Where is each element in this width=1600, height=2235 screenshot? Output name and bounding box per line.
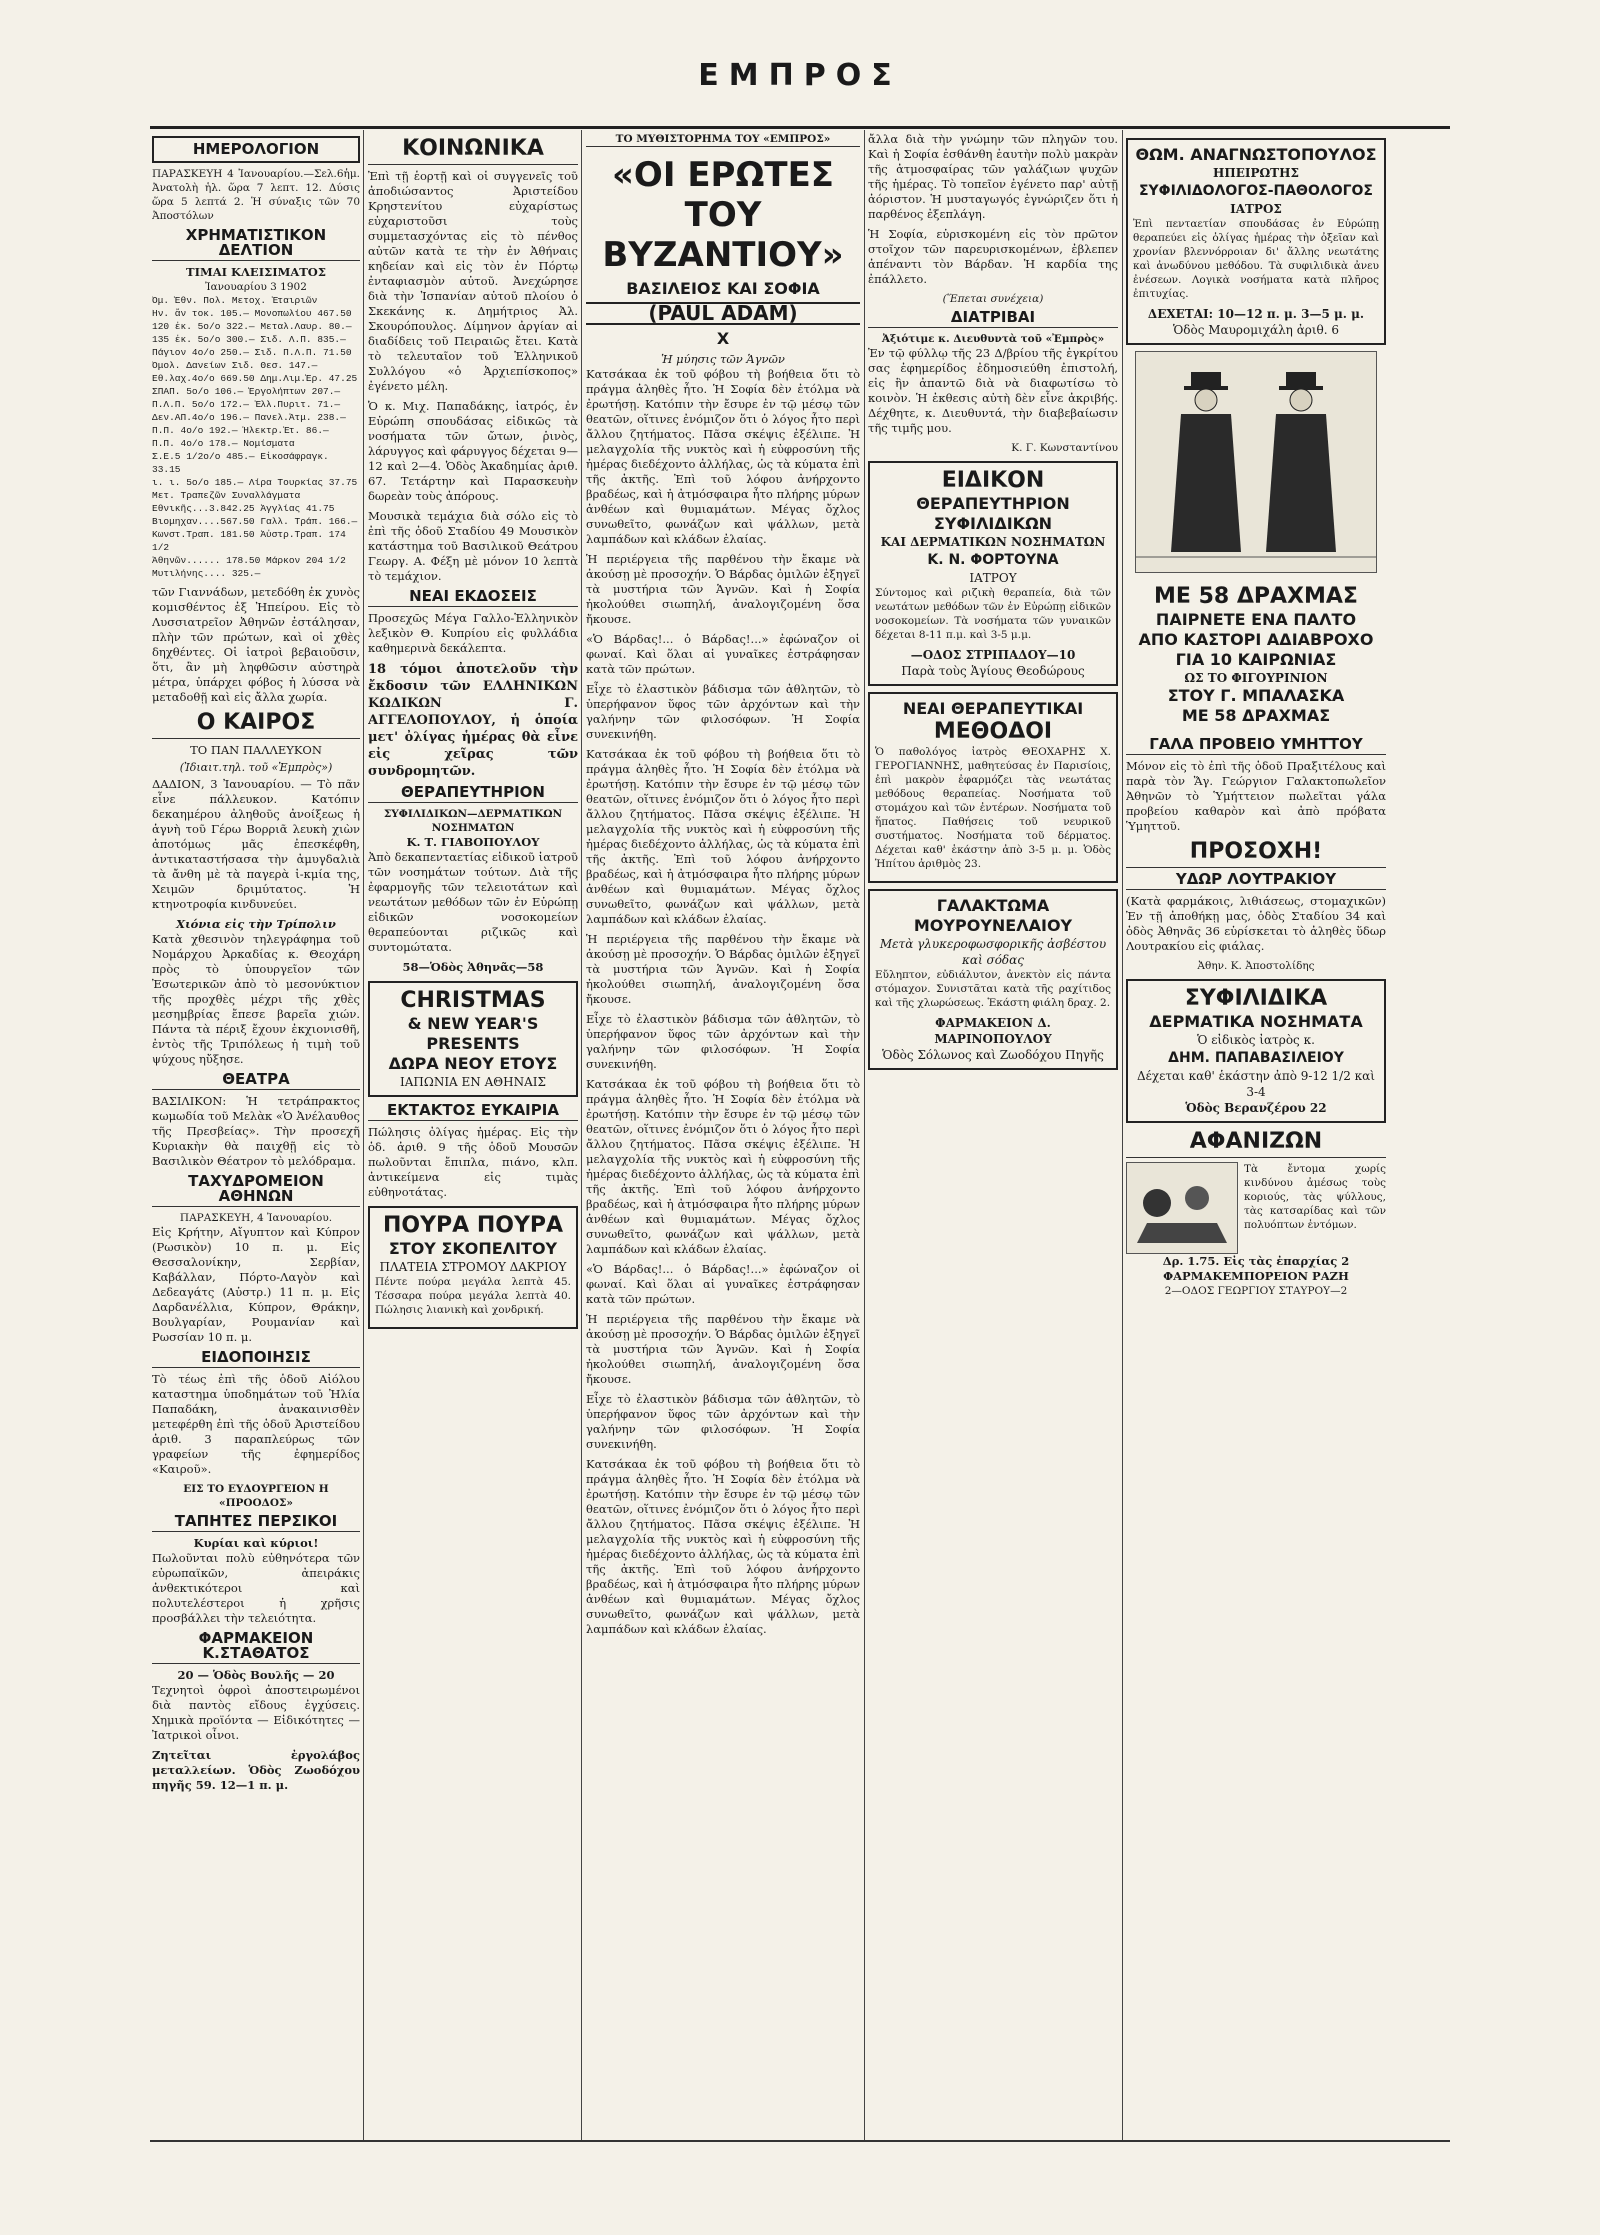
serial-continued-note: (Ἕπεται συνέχεια) (942, 293, 1044, 305)
doctor-origin: ΗΠΕΙΡΩΤΗΣ (1213, 166, 1299, 180)
snow-title: Χιόνια εἰς τὴν Τρίπολιν (176, 917, 336, 931)
syph-doctor: Ὁ εἰδικὸς ἰατρὸς κ. (1197, 1033, 1315, 1047)
theatre-title: ΘΕΑΤΡΑ (152, 1072, 360, 1090)
carpets-title: ΤΑΠΗΤΕΣ ΠΕΡΣΙΚΟΙ (152, 1514, 360, 1532)
table-row: Ὁμολ. Δανείων Σιδ. Θεσ. 147.— (152, 360, 318, 371)
poura-ad (368, 1206, 578, 1329)
coat-line-1: ΠΑΙΡΝΕΤΕ ΕΝΑ ΠΑΛΤΟ (1155, 610, 1357, 629)
syph-ad (1126, 979, 1386, 1123)
serial-continuation: ἄλλα διὰ τὴν γνώμην τῶν πληγῶν του. Καὶ ἡ Σοφία ἐσθάνθη ἑαυτὴν πολὺ μακρὰν τῆς ἀτμοσφαίρας τῶν γαλάζιων ψυχῶν τῆς ἡμέρας. Τὸ τοπεῖον ἐγένετο παρ' αὐτῇ ἀόριστον. Ἡ μυσταγωγός ἐγνώριζεν ὅτι ἡ παρθένος ἐξεπλάγη. (868, 132, 1118, 221)
pharmacy-text: Τεχνητοὶ ὀφροὶ ἀποστειρωμένοι διὰ παντὸς εἴδους ἐγχύσεις. Χημικὰ προϊόντα — Εἰδικότητες — Ἰατρικοὶ οἶνοι. (152, 1683, 360, 1742)
notice-title: ΕΙΔΟΠΟΙΗΣΙΣ (152, 1350, 360, 1368)
serial-author: (PAUL ADAM) (586, 302, 860, 325)
new-methods-ad (868, 692, 1118, 883)
special-text: Σύντομος καὶ ριζικὴ θεραπεία, διὰ τῶν νεωτάτων μεθόδων τῶν ἐν Εὐρώπῃ εἰδικῶν νοσοκομείων. Τὰ νοσήματα τῶν γυναικῶν δέχεται 8-11 π.μ. καὶ 3-5 μ.μ. (875, 587, 1111, 641)
table-row: 135 ἐκ. 5ο/ο 300.— Σιδ. Λ.Π. 835.— (152, 334, 346, 345)
doctor-ad (1126, 138, 1386, 345)
afaniz-price: Δρ. 1.75. Εἰς τὰς ἐπαρχίας 2 (1162, 1254, 1350, 1268)
syph-subtitle: ΔΕΡΜΑΤΙΚΑ ΝΟΣΗΜΑΤΑ (1149, 1012, 1363, 1031)
serial-text: Κατσάκαα ἐκ τοῦ φόβου τὴ βοήθεια ὅτι τὸ πράγμα ἀληθὲς ἦτο. Ἡ Σοφία δὲν ἐτόλμα νὰ ἐρωτήσῃ. Κατόπιν τὴν ἔσυρε ἐν τῷ μέσῳ τῶν θεατῶν, οἵτινες ἐνόμιζον ὅτι ὁ λόγος ἦτο περὶ ἄλλου ζητήματος. Πᾶσα σκέψις ἐξέλιπε. Ἡ μελαγχολία τῆς νυκτὸς καὶ ἡ εὐφροσύνη τῆς ἡμέρας διεδέχοντο ἀλλήλας, ὡς τὰ κύματα ἐπὶ τῆς ἀκτῆς. Ἐπὶ τοῦ λόφου ἀνήρχοντο βραδέως, καὶ ἡ ἀτμόσφαιρα ἦτο πλήρης μύρων ἀνθέων καὶ θυμιαμάτων. Μέγας ὄχλος συνωθεῖτο, φωνάζων καὶ ψάλλων, μετὰ λαμπάδων καὶ κλάδων ἐλαίας. (586, 1457, 860, 1636)
weather-subtitle: ΤΟ ΠΑΝ ΠΑΛΛΕΥΚΟΝ (190, 743, 322, 757)
poura-text: Πέντε πούρα μεγάλα λεπτὰ 45. Τέσσαρα πούρα μεγάλα λεπτὰ 40. Πώλησις λιανικὴ καὶ χονδρική. (375, 1276, 571, 1316)
attention-title: ΠΡΟΣΟΧΗ! (1126, 839, 1386, 868)
doctor-role: ΙΑΤΡΟΣ (1230, 202, 1282, 216)
table-row: ι. ι. 5ο/ο 185.— Λίρα Τουρκίας 37.75 (152, 477, 358, 488)
serial-text: Κατσάκαα ἐκ τοῦ φόβου τὴ βοήθεια ὅτι τὸ πράγμα ἀληθὲς ἦτο. Ἡ Σοφία δὲν ἐτόλμα νὰ ἐρωτήσῃ. Κατόπιν τὴν ἔσυρε ἐν τῷ μέσῳ τῶν θεατῶν, οἵτινες ἐνόμιζον ὅτι ὁ λόγος ἦτο περὶ ἄλλου ζητήματος. Πᾶσα σκέψις ἐξέλιπε. Ἡ μελαγχολία τῆς νυκτὸς καὶ ἡ εὐφροσύνη τῆς ἡμέρας διεδέχοντο ἀλλήλας, ὡς τὰ κύματα ἐπὶ τῆς ἀκτῆς. Ἐπὶ τοῦ λόφου ἀνήρχοντο βραδέως, καὶ ἡ ἀτμόσφαιρα ἦτο πλήρης μύρων ἀνθέων καὶ θυμιαμάτων. Μέγας ὄχλος συνωθεῖτο, φωνάζων καὶ ψάλλων, μετὰ λαμπάδων καὶ κλάδων ἐλαίας. (586, 367, 860, 546)
table-row: Ἀθηνῶν...... 178.50 Μάρκον 204 1/2 (152, 555, 346, 566)
society-text: Μουσικὰ τεμάχια διὰ σόλο εἰς τὸ ἐπὶ τῆς ὁδοῦ Σταδίου 49 Μουσικὸν κατάστημα τοῦ Βασιλικοῦ Θεάτρου Γεωργ. Α. Φέξη μὲ μόνον 10 λεπτὰ τὸ τεμάχιον. (368, 509, 578, 583)
table-row: Ὁμ. Ἐθν. Πολ. Μετοχ. Ἑταιριῶν (152, 295, 318, 306)
table-row: Π.Π. 4ο/ο 192.— Ἠλεκτρ.Ἑτ. 86.— (152, 425, 329, 436)
coat-illustration (1135, 351, 1377, 573)
xmas-greek: ΔΩΡΑ ΝΕΟΥ ΕΤΟΥΣ (388, 1054, 558, 1073)
carpets-text: Πωλοῦνται πολὺ εὐθηνότερα τῶν εὐρωπαϊκῶν, ἀπειράκις ἀνθεκτικότεροι καὶ πολυτελέστεροι ἡ χρῆσις προσβάλλει τὴν τελειότητα. (152, 1551, 360, 1625)
proodos-line: ΕΙΣ ΤΟ ΕΥΔΟΥΡΓΕΙΟΝ Η «ΠΡΟΟΔΟΣ» (183, 1483, 329, 1509)
finance-title: ΧΡΗΜΑΤΙΣΤΙΚΟΝ ΔΕΛΤΙΟΝ (152, 228, 360, 261)
milk2-title: ΓΑΛΑ ΠΡΟΒΕΙΟ ΥΜΗΤΤΟΥ (1126, 737, 1386, 755)
calendar-text: ΠΑΡΑΣΚΕΥΗ 4 Ἰανουαρίου.—Σελ.6ἡμ. Ἀνατολὴ ἡλ. ὥρα 7 λεπτ. 12. Δύσις ὥρα 5 λεπτά 2. Ἡ σύναξις τῶν 70 Ἀποστόλων (152, 168, 360, 222)
milk2-text: Μόνον εἰς τὸ ἐπὶ τῆς ὁδοῦ Πραξιτέλους καὶ παρὰ τὸν Ἅγ. Γεώργιον Γαλακτοπωλεῖον Ἀθηνῶν τὸ Ὑμήττειον πωλεῖται γάλα προβείου καθαρὸν καὶ ἀπὸ πρόβατα Ὑμηττοῦ. (1126, 759, 1386, 833)
society-title: ΚΟΙΝΩΝΙΚΑ (368, 136, 578, 165)
serial-label: ΤΟ ΜΥΘΙΣΤΟΡΗΜΑ ΤΟΥ «ΕΜΠΡΟΣ» (586, 132, 860, 147)
men-in-coats-icon (1136, 352, 1376, 572)
milk-pharmacy: ΦΑΡΜΑΚΕΙΟΝ Δ. ΜΑΡΙΝΟΠΟΥΛΟΥ (934, 1016, 1052, 1046)
table-row: Μετ. Τραπεζῶν Συναλλάγματα (152, 490, 301, 501)
column-divider (1122, 130, 1123, 2140)
serial-chapter-title: Ἡ μύησις τῶν Ἁγνῶν (661, 352, 785, 366)
afaniz-address: 2—ΟΔΟΣ ΓΕΩΡΓΙΟΥ ΣΤΑΥΡΟΥ—2 (1164, 1285, 1348, 1297)
coat-title: ΜΕ 58 ΔΡΑΧΜΑΣ (1154, 584, 1358, 609)
serial-text: Κατσάκαα ἐκ τοῦ φόβου τὴ βοήθεια ὅτι τὸ πράγμα ἀληθὲς ἦτο. Ἡ Σοφία δὲν ἐτόλμα νὰ ἐρωτήσῃ. Κατόπιν τὴν ἔσυρε ἐν τῷ μέσῳ τῶν θεατῶν, οἵτινες ἐνόμιζον ὅτι ὁ λόγος ἦτο περὶ ἄλλου ζητήματος. Πᾶσα σκέψις ἐξέλιπε. Ἡ μελαγχολία τῆς νυκτὸς καὶ ἡ εὐφροσύνη τῆς ἡμέρας διεδέχοντο ἀλλήλας, ὡς τὰ κύματα ἐπὶ τῆς ἀκτῆς. Ἐπὶ τοῦ λόφου ἀνήρχοντο βραδέως, καὶ ἡ ἀτμόσφαιρα ἦτο πλήρης μύρων ἀνθέων καὶ θυμιαμάτων. Μέγας ὄχλος συνωθεῖτο, φωνάζων καὶ ψάλλων, μετὰ λαμπάδων καὶ κλάδων ἐλαίας. (586, 747, 860, 926)
serial-text: Ἡ περιέργεια τῆς παρθένου τὴν ἔκαμε νὰ ἀκούσῃ μὲ προσοχήν. Ὁ Βάρδας ὁμιλῶν ἐξηγεῖ τὰ μυστήρια τῶν Ἁγνῶν. Καὶ ἡ Σοφία ἠκολούθει σιωπηλή, ἀναλογιζομένη ὅσα ἤκουσε. (586, 552, 860, 626)
prices-title: ΤΙΜΑΙ ΚΛΕΙΣΙΜΑΤΟΣ (186, 265, 326, 279)
editions-bold: 18 τόμοι ἀποτελοῦν τὴν ἔκδοσιν τῶν ΕΛΛΗΝΙΚΩΝ ΚΩΔΙΚΩΝ Γ. ΑΓΓΕΛΟΠΟΥΛΟΥ, ἡ ὁποία μετ' ὀλίγας ἡμέρας θὰ εἶνε εἰς χεῖρας τῶν συνδρομητῶν. (368, 662, 578, 779)
serial-text: Κατσάκαα ἐκ τοῦ φόβου τὴ βοήθεια ὅτι τὸ πράγμα ἀληθὲς ἦτο. Ἡ Σοφία δὲν ἐτόλμα νὰ ἐρωτήσῃ. Κατόπιν τὴν ἔσυρε ἐν τῷ μέσῳ τῶν θεατῶν, οἵτινες ἐνόμιζον ὅτι ὁ λόγος ἦτο περὶ ἄλλου ζητήματος. Πᾶσα σκέψις ἐξέλιπε. Ἡ μελαγχολία τῆς νυκτὸς καὶ ἡ εὐφροσύνη τῆς ἡμέρας διεδέχοντο ἀλλήλας, ὡς τὰ κύματα ἐπὶ τῆς ἀκτῆς. Ἐπὶ τοῦ λόφου ἀνήρχοντο βραδέως, καὶ ἡ ἀτμόσφαιρα ἦτο πλήρης μύρων ἀνθέων καὶ θυμιαμάτων. Μέγας ὄχλος συνωθεῖτο, φωνάζων καὶ ψάλλων, μετὰ λαμπάδων καὶ κλάδων ἐλαίας. (586, 1077, 860, 1256)
milk-address: Ὁδὸς Σόλωνος καὶ Ζωοδόχου Πηγῆς (882, 1048, 1104, 1062)
table-row: Π.Π. 4ο/ο 178.— Νομίσματα (152, 438, 295, 449)
clinic-text: Ἀπὸ δεκαπενταετίας εἰδικοῦ ἰατροῦ τῶν νοσημάτων τούτων. Διὰ τῆς ἐφαρμογῆς τῶν τελειοτάτων καὶ νεωτάτων μεθόδων τῶν ἐν Εὐρώπῃ εἰδικῶν νοσοκομείων θεραπεύονται ριζικῶς καὶ συντομώτατα. (368, 850, 578, 954)
serial-text: Ἡ περιέργεια τῆς παρθένου τὴν ἔκαμε νὰ ἀκούσῃ μὲ προσοχήν. Ὁ Βάρδας ὁμιλῶν ἐξηγεῖ τὰ μυστήρια τῶν Ἁγνῶν. Καὶ ἡ Σοφία ἠκολούθει σιωπηλή, ἀναλογιζομένη ὅσα ἤκουσε. (586, 1312, 860, 1386)
coat-line-6: ΜΕ 58 ΔΡΑΧΜΑΣ (1181, 706, 1331, 725)
water-text: (Κατὰ φαρμάκοις, λιθιάσεως, στομαχικῶν) Ἐν τῇ ἀποθήκῃ μας, ὁδὸς Σταδίου 34 καὶ ὁδὸς Ἀθηνᾶς 36 εὑρίσκεται τὸ ἀληθὲς ὕδωρ Λουτρακίου εἰς φιάλας. (1126, 894, 1386, 953)
editions-text: Προσεχῶς Μέγα Γαλλο-Ἑλληνικὸν λεξικὸν Θ. Κυπρίου εἰς φυλλάδια καθημερινὰ δεκάλεπτα. (368, 611, 578, 655)
afaniz-text: Τὰ ἔντομα χωρίς κινδύνου ἀμέσως τοὺς κοριούς, τὰς ψύλλους, τὰς κατσαρίδας καὶ τῶν πολυόπτων ἐντόμων. (1244, 1163, 1386, 1231)
coat-line-5: ΣΤΟΥ Γ. ΜΠΑΛΑΣΚΑ (1167, 686, 1345, 705)
weather-credit: (Ἰδιαιτ.τηλ. τοῦ «Ἐμπρὸς») (179, 761, 333, 774)
serial-title-line1: «ΟΙ ΕΡΩΤΕΣ (611, 155, 835, 195)
doctor-hours: ΔΕΧΕΤΑΙ: 10—12 π. μ. 3—5 μ. μ. (1147, 307, 1365, 321)
serial-title-line2: ΤΟΥ ΒΥΖΑΝΤΙΟΥ» (602, 195, 844, 275)
water-title: ΥΔΩΡ ΛΟΥΤΡΑΚΙΟΥ (1126, 872, 1386, 890)
serial-chapter: Χ (716, 329, 730, 348)
column-6-edge (1394, 132, 1450, 2137)
clinic-address: 58—Ὁδὸς Ἀθηνᾶς—58 (402, 960, 544, 974)
table-row: Κωνστ.Τραπ. 181.50 Ἀὐστρ.Τραπ. 174 1/2 (152, 529, 346, 553)
table-row: Δεν.ΑΠ.4ο/ο 196.— Πανελ.Ἀτμ. 238.— (152, 412, 346, 423)
table-row: Π.Λ.Π. 5ο/ο 172.— Ἑλλ.Πυριτ. 71.— (152, 399, 341, 410)
article-text: τῶν Γιαννάδων, μετεδόθη ἐκ χυνὸς κομισθέντος ἐξ Ἠπείρου. Εἰς τὸ Λυσσιατρεῖον Ἀθηνῶν ἐστάλησαν, πλὴν τῶν πρώτων, καὶ οἱ χθὲς δηχθέντες. Οἱ ἰατροὶ βεβαιοῦσιν, ὅτι, ἂν μὴ ληφθῶσιν αὐστηρὰ μέτρα, ὑπάρχει φόβος ἡ λύσσα νὰ μεταδοθῇ καὶ εἰς ἄλλα χωρία. (152, 585, 360, 704)
table-row: Ἠν. ἄν τοκ. 105.— Μονοπωλίου 467.50 (152, 308, 352, 319)
column-1 (152, 132, 360, 2137)
table-row: Ἐθ.λαχ.4ο/ο 669.50 Δημ.Λιμ.Ἐρ. 47.25 (152, 373, 358, 384)
society-text: Ὁ κ. Μιχ. Παπαδάκης, ἰατρός, ἐν Εὐρώπη σπουδάσας εἰδικῶς τὰ νοσήματα τῶν ὤτων, ῥινὸς, λάρυγγος καὶ φάρυγγος δέχεται 9—12 καὶ 2—4. Ὁδὸς Ἀκαδημίας ἀριθ. 67. Τετάρτην καὶ Παρασκευὴν δωρεὰν τοὺς ἀπόρους. (368, 399, 578, 503)
column-5 (1126, 132, 1386, 2137)
syph-address: Ὁδὸς Βερανζέρου 22 (1185, 1101, 1327, 1115)
clinic-name: Κ. Τ. ΓΙΑΒΟΠΟΥΛΟΥ (406, 835, 540, 849)
table-row: Ἐθνικῆς...3.842.25 Ἀγγλίας 41.75 (152, 503, 335, 514)
column-4 (868, 132, 1118, 2137)
notice-text: Τὸ τέως ἐπὶ τῆς ὁδοῦ Αἰόλου καταστημα ὑποδημάτων τοῦ Ἠλία Παπαδάκη, ἀνακαινισθὲν μετεφέρθη ἐπὶ τῆς ὁδοῦ Ἀριστείδου ἀριθ. 3 παραπλεύρως τῶν γραφείων τῆς ἐφημερίδος «Καιροῦ». (152, 1372, 360, 1476)
syph-title: ΣΥΦΙΛΙΔΙΚΑ (1184, 986, 1328, 1011)
wanted-notice: Ζητεῖται ἐργολάβος μεταλλείων. Ὁδὸς Ζωοδόχου πηγῆς 59. 12—1 π. μ. (152, 1748, 360, 1792)
poura-title: ΠΟΥΡΑ ΠΟΥΡΑ (382, 1213, 564, 1238)
editions-title: ΝΕΑΙ ΕΚΔΟΣΕΙΣ (368, 589, 578, 607)
poura-address: ΠΛΑΤΕΙΑ ΣΤΡΟΜΟΥ ΔΑΚΡΙΟΥ (379, 1260, 567, 1274)
serial-text: «Ὁ Βάρδας!... ὁ Βάρδας!...» ἐφώναζον οἱ φωναί. Καὶ ὅλαι αἱ γυναῖκες ἐστράφησαν κατὰ τῶν πρώτων. (586, 1262, 860, 1306)
top-rule (150, 126, 1450, 129)
doctor-specialty: ΣΥΦΙΛΙΔΟΛΟΓΟΣ-ΠΑΘΟΛΟΓΟΣ (1138, 183, 1373, 199)
bottom-rule (150, 2140, 1450, 2142)
serial-text: Ἡ περιέργεια τῆς παρθένου τὴν ἔκαμε νὰ ἀκούσῃ μὲ προσοχήν. Ὁ Βάρδας ὁμιλῶν ἐξηγεῖ τὰ μυστήρια τῶν Ἁγνῶν. Καὶ ἡ Σοφία ἠκολούθει σιωπηλή, ἀναλογιζομένη ὅσα ἤκουσε. (586, 932, 860, 1006)
table-row: 120 ἐκ. 5ο/ο 322.— Μεταλ.Λαυρ. 80.— (152, 321, 352, 332)
xmas-title: CHRISTMAS (400, 988, 546, 1013)
table-row: Βιομηχαν....567.50 Γαλλ. Τράπ. 166.— (152, 516, 358, 527)
new-methods-title-2: ΜΕΘΟΔΟΙ (933, 719, 1053, 744)
special-clinic-ad (868, 461, 1118, 686)
table-row: Μυτιλήνης.... 325.— (152, 568, 261, 579)
table-row: Σ.Ε.5 1/2ο/ο 485.— Εἰκοσάφραγκ. 33.15 (152, 451, 329, 475)
post-date: ΠΑΡΑΣΚΕΥΗ, 4 Ἰανουαρίου. (179, 1212, 333, 1224)
serial-text: Εἶχε τὸ ἐλαστικὸν βάδισμα τῶν ἀθλητῶν, τὸ ὑπερήφανον ὕφος τῶν ἀρχόντων καὶ τὴν γαλήνην τῶν φιλοσόφων. Ἡ Σοφία συνεκινήθη. (586, 1012, 860, 1071)
snow-text: Κατὰ χθεσινὸν τηλεγράφημα τοῦ Νομάρχου Ἀρκαδίας κ. Θεοχάρη πρὸς τὸ ὑπουργεῖον τῶν Ἐσωτερικῶν ἀπὸ τὸ μεσονύκτιον τῆς προχθὲς μέχρι τῆς χθὲς μεσημβρίας ἔπεσε βαρεῖα χιών. Πάντα τὰ πέριξ ἔχουν ἐκχιονισθῆ, ἐντὸς τῆς Τριπόλεως ἡ τιμὴ τοῦ ψύχους ηὔξησε. (152, 932, 360, 1066)
sale-text: Πώλησις ὀλίγας ἡμέρας. Εἰς τὴν ὁδ. ἀριθ. 9 τῆς ὁδοῦ Μουσῶν πωλοῦνται ἔπιπλα, πιάνο, κλπ. ἀντικείμενα εἰς τιμὰς εὐθηνοτάτας. (368, 1125, 578, 1199)
pharmacy-address: 20 — Ὁδὸς Βουλῆς — 20 (177, 1668, 335, 1682)
pharmacy-title: ΦΑΡΜΑΚΕΙΟΝ Κ.ΣΤΑΘΑΤΟΣ (152, 1631, 360, 1664)
weather-text: ΔΑΔΙΟΝ, 3 Ἰανουαρίου. — Τὸ πᾶν εἶνε πάλλευκον. Κατόπιν δεκαημέρου ἀληθοῦς ἀνοίξεως ἡ ἁγνὴ τοῦ Γέρω Βορριᾶ λευκὴ χιὼν ἀποτόμως μᾶς ἐπεσκέφθη, ἀντικαταστήσασα τὴν ἀμυγδαλιὰ τὰ ἄνθη μὲ τὰ παγερὰ ἰ-κμία της, Χειμῶν δριμύτατος. Ἡ κτηνοτροφία κινδυνεύει. (152, 777, 360, 911)
diatribes-subtitle: Ἀξιότιμε κ. Διευθυντὰ τοῦ «Ἐμπρὸς» (881, 333, 1105, 345)
clinic-title: ΘΕΡΑΠΕΥΤΗΡΙΟΝ (368, 785, 578, 803)
coat-line-2: ΑΠΟ ΚΑΣΤΟΡΙ ΑΔΙΑΒΡΟΧΟ (1138, 630, 1374, 649)
coat-ad (1126, 579, 1386, 731)
calendar-title: ΗΜΕΡΟΛΟΓΙΟΝ (152, 136, 360, 163)
serial-subtitle: ΒΑΣΙΛΕΙΟΣ ΚΑΙ ΣΟΦΙΑ (626, 279, 820, 298)
theatre-text: ΒΑΣΙΛΙΚΟΝ: Ἡ τετράπρακτος κωμωδία τοῦ Μελὰκ «Ὁ Ἀνέλαυθος τῆς Πρεσβείας». Τὴν προσεχῆ Κυριακὴν θὰ παιχθῇ εἰς τὸ Βασιλικὸν Θέατρον τὸ μελόδραμα. (152, 1094, 360, 1168)
carpets-subtitle: Κυρίαι καὶ κύριοι! (193, 1536, 319, 1550)
sale-title: ΕΚΤΑΚΤΟΣ ΕΥΚΑΙΡΙΑ (368, 1103, 578, 1121)
afaniz-illustration (1126, 1162, 1238, 1254)
doctor-name: ΘΩΜ. ΑΝΑΓΝΩΣΤΟΠΟΥΛΟΣ (1135, 145, 1377, 164)
prices-date: Ἰανουαρίου 3 1902 (205, 281, 307, 293)
doctor-text: Ἐπὶ πενταετίαν σπουδάσας ἐν Εὐρώπῃ θεραπεύει εἰς ὀλίγας ἡμέρας τὴν ὀξεῖαν καὶ χρονίαν βλεννόρροιαν δι' ἄλλης νεωτάτης καὶ ἀνωδύνου μεθόδου. Τὰ συφιλιδικὰ ἀνευ ἐνέσεων. Λογικὰ νοσήματα κατὰ πλῆρος ἐπιτυχίας. (1133, 218, 1379, 300)
column-divider (864, 130, 865, 2140)
post-text: Εἰς Κρήτην, Αἴγυπτον καὶ Κύπρον (Ρωσικὸν) 10 π. μ. Εἰς Θεσσαλονίκην, Σερβίαν, Καβάλλαν, Πόρτο-Λαγὸν καὶ Δεδεαγάτς (Αὐστρ.) 11 π. μ. Εἰς Δαρδανέλλια, Κύπρον, Θράκην, Βουλγαρίαν, Ρουμανίαν καὶ Ρωσσίαν 10 π. μ. (152, 1225, 360, 1344)
special-doctor: Κ. Ν. ΦΟΡΤΟΥΝΑ (927, 552, 1059, 568)
column-2 (368, 132, 578, 2137)
society-text: Ἐπὶ τῇ ἑορτῇ καὶ οἱ συγγενεῖς τοῦ ἀποδιώσαντος Ἀριστείδου Κρηστενίτου εὐχαρίστως εὐχαριστοῦσι τοὺς συμμετασχόντας εἰς τὸ πένθος αὐτῶν κατὰ τε τὴν ἐν Ἀθήναις κηδείαν καὶ εἰς τὸν ἐν Πόρτῳ ἐνταφιασμὸν αὐτοῦ. Ἀνεχώρησε διὰ τὴν Ἰσπανίαν αὐτοῦ πλοίου ὁ Σκεκάνης κ. Δημήτριος Ἀλ. Σκουρόπουλος. Δίμηνον ἀργίαν αἰ διαδίδεις τοῦ Πειραιῶς ἔτει. Κατὰ τὸ τελευταῖον τοῦ Ἑλληνικοῦ Συλλόγου «ὁ Ἀρχιεπίσκοπος» ἐγένετο μέλη. (368, 169, 578, 393)
afaniz-pharmacy: ΦΑΡΜΑΚΕΜΠΟΡΕΙΟΝ ΡΑΖΗ (1163, 1269, 1349, 1283)
afaniz-body (1126, 1162, 1386, 1254)
serial-text: Εἶχε τὸ ἐλαστικὸν βάδισμα τῶν ἀθλητῶν, τὸ ὑπερήφανον ὕφος τῶν ἀρχόντων καὶ τὴν γαλήνην τῶν φιλοσόφων. Ἡ Σοφία συνεκινήθη. (586, 682, 860, 741)
water-address: Ἀθην. Κ. Ἀποστολίδης (1197, 960, 1315, 972)
milk-text: Εὔληπτον, εὐδιάλυτον, ἀνεκτὸν εἰς πάντα στόμαχον. Συνιστᾶται κατὰ τῆς ραχίτιδος καὶ τῆς χλωρώσεως. Ἑκάστη φιάλη δραχ. 2. (875, 969, 1111, 1009)
xmas-japan: ΙΑΠΩΝΙΑ ΕΝ ΑΘΗΝΑΙΣ (400, 1075, 546, 1089)
milk-title: ΓΑΛΑΚΤΩΜΑ ΜΟΥΡΟΥΝΕΛΑΙΟΥ (913, 896, 1073, 935)
special-title-4: ΚΑΙ ΔΕΡΜΑΤΙΚΩΝ ΝΟΣΗΜΑΤΩΝ (880, 535, 1106, 549)
prices-table (152, 294, 360, 580)
column-3 (586, 132, 860, 2137)
diatribes-text: Ἐν τῷ φύλλῳ τῆς 23 Δ/βρίου τῆς ἐγκρίτου σας ἐφημερίδος ἐδημοσιεύθη ἐπιστολή, εἰς ἣν ἀπαντῶ διὰ νὰ διαφωτίσω τὸ κοινὸν. Ἡ ἐκθεσις αὐτὴ δὲν εἶνε ἀκριβής. Δέχθητε, κ. Διευθυντά, τὴν διαβεβαίωσιν τῆς τιμῆς μου. (868, 346, 1118, 435)
xmas-ad (368, 981, 578, 1097)
new-methods-text: Ὁ παθολόγος ἰατρὸς ΘΕΟΧΑΡΗΣ Χ. ΓΕΡΟΓΙΑΝΝΗΣ, μαθητεύσας ἐν Παρισίοις, ἐπὶ μακρὸν ἐφαρμόζει τὰς νεωτάτας μεθόδους θεραπείας. Νοσήματα τοῦ στομάχου καὶ τῶν ἐντέρων. Νοσήματα τοῦ ἥπατος. Παθήσεις τοῦ νευρικοῦ συστήματος. Νοσήματα τοῦ δέρματος. Δέχεται καθ' ἑκάστην ἀπὸ 3-5 μ. μ. Ὁδὸς Ἡπίτου ἀριθμὸς 23. (875, 746, 1111, 870)
serial-continuation: Ἡ Σοφία, εὐρισκομένη εἰς τὸν πρῶτον στοῖχον τῶν παρευρισκομένων, ἐβλεπεν ἀπέναντι τὸν Βάρδαν. Ἡ καρδία της ἐπάλλετο. (868, 227, 1118, 286)
xmas-subtitle: & NEW YEAR'S PRESENTS (407, 1014, 539, 1053)
special-title: ΕΙΔΙΚΟΝ (941, 468, 1045, 493)
table-row: ΣΠΑΠ. 5ο/ο 106.— Ἐργολήπτων 207.— (152, 386, 341, 397)
poura-subtitle: ΣΤΟΥ ΣΚΟΠΕΛΙΤΟΥ (388, 1239, 558, 1258)
insect-spray-icon (1127, 1163, 1237, 1253)
special-address-2: Παρὰ τοὺς Ἁγίους Θεοδώρους (901, 664, 1085, 678)
afaniz-title: ΑΦΑΝΙΖΩΝ (1126, 1129, 1386, 1158)
syph-hours: Δέχεται καθ' ἑκάστην ἀπὸ 9-12 1/2 καὶ 3-4 (1137, 1069, 1375, 1099)
table-row: Πάγιον 4ο/ο 250.— Σιδ. Π.Λ.Π. 71.50 (152, 347, 352, 358)
special-role: ΙΑΤΡΟΥ (969, 571, 1017, 585)
column-divider (581, 130, 582, 2140)
clinic-subtitle: ΣΥΦΙΛΙΔΙΚΩΝ—ΔΕΡΜΑΤΙΚΩΝ ΝΟΣΗΜΑΤΩΝ (383, 808, 563, 834)
new-methods-title: ΝΕΑΙ ΘΕΡΑΠΕΥΤΙΚΑΙ (902, 699, 1084, 718)
special-title-3: ΣΥΦΙΛΙΔΙΚΩΝ (933, 514, 1053, 533)
masthead-title: ΕΜΠΡΟΣ (698, 58, 902, 93)
column-divider (363, 130, 364, 2140)
doctor-address: Ὁδὸς Μαυρομιχάλη ἀριθ. 6 (1172, 323, 1340, 337)
syph-name: ΔΗΜ. ΠΑΠΑΒΑΣΙΛΕΙΟΥ (1168, 1050, 1344, 1066)
serial-text: Εἶχε τὸ ἐλαστικὸν βάδισμα τῶν ἀθλητῶν, τὸ ὑπερήφανον ὕφος τῶν ἀρχόντων καὶ τὴν γαλήνην τῶν φιλοσόφων. Ἡ Σοφία συνεκινήθη. (586, 1392, 860, 1451)
weather-title: Ο ΚΑΙΡΟΣ (152, 710, 360, 739)
special-address: —ΟΔΟΣ ΣΤΡΙΠΑΔΟΥ—10 (910, 648, 1076, 662)
milk-subtitle: Μετὰ γλυκεροφωσφορικῆς ἀσβέστου καὶ σόδας (879, 937, 1107, 967)
diatribes-signature: Κ. Γ. Κωνσταντίνου (1011, 442, 1118, 454)
diatribes-title: ΔΙΑΤΡΙΒΑΙ (868, 310, 1118, 328)
special-title-2: ΘΕΡΑΠΕΥΤΗΡΙΟΝ (916, 494, 1070, 513)
post-title: ΤΑΧΥΔΡΟΜΕΙΟΝ ΑΘΗΝΩΝ (152, 1174, 360, 1207)
coat-line-3: ΓΙΑ 10 ΚΑΙΡΩΝΙΑΣ (1175, 650, 1337, 669)
coat-line-4: ΩΣ ΤΟ ΦΙΓΟΥΡΙΝΙΟΝ (1184, 671, 1328, 685)
serial-text: «Ὁ Βάρδας!... ὁ Βάρδας!...» ἐφώναζον οἱ φωναί. Καὶ ὅλαι αἱ γυναῖκες ἐστράφησαν κατὰ τῶν πρώτων. (586, 632, 860, 676)
milk-ad (868, 889, 1118, 1070)
